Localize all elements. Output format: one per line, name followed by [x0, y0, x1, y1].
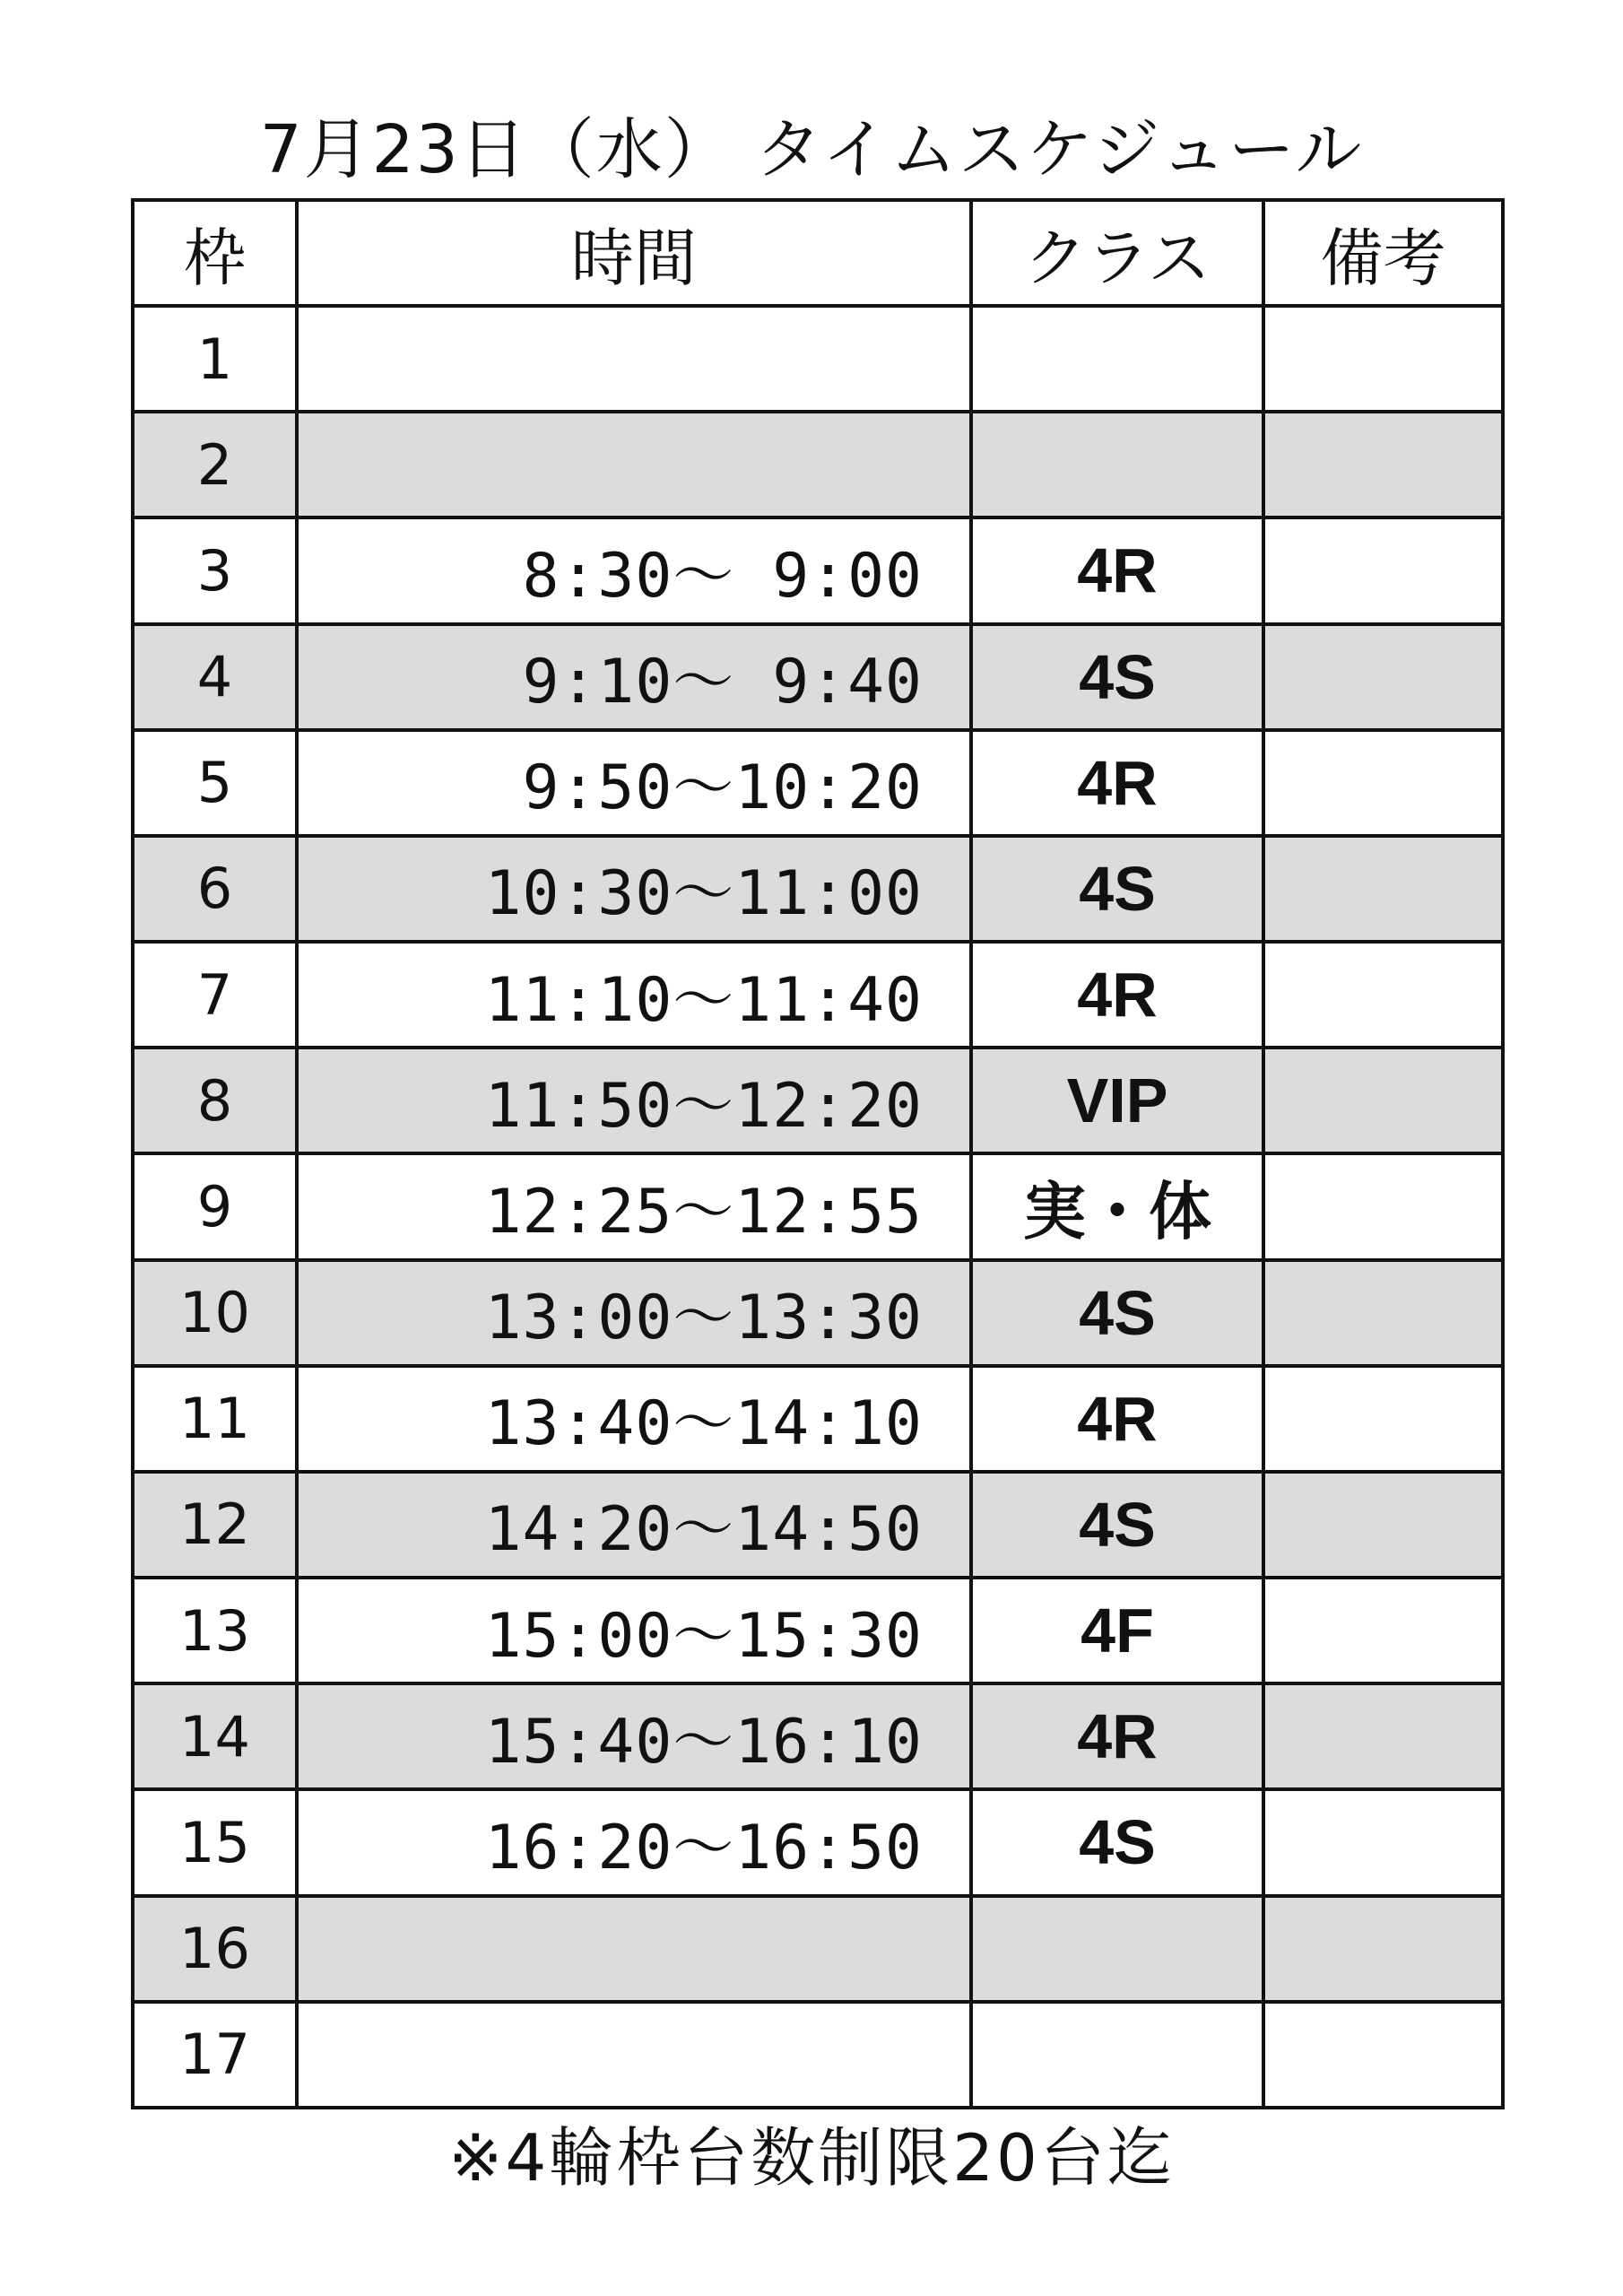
class-cell: 4R: [971, 1366, 1263, 1472]
time-range-cell: [297, 306, 971, 412]
note-cell: [1263, 624, 1503, 730]
schedule-table: [131, 198, 1505, 2109]
table-row: [133, 1789, 1503, 1895]
note-cell: [1263, 412, 1503, 517]
table-row: [133, 1366, 1503, 1472]
slot-number-cell: 16: [133, 1896, 297, 2002]
schedule-body: [133, 306, 1503, 2108]
table-header-row: [133, 200, 1503, 306]
table-row: [133, 517, 1503, 623]
class-cell: 4S: [971, 1472, 1263, 1578]
table-row: [133, 730, 1503, 836]
class-cell: [971, 412, 1263, 517]
table-row: [133, 624, 1503, 730]
class-cell: VIP: [971, 1048, 1263, 1153]
table-row: [133, 412, 1503, 517]
table-row: [133, 1472, 1503, 1578]
slot-number-cell: 14: [133, 1683, 297, 1789]
slot-number-cell: 1: [133, 306, 297, 412]
time-range-cell: 16:20～16:50: [297, 1789, 971, 1895]
header-note: 備考: [1263, 200, 1503, 306]
class-cell: 4S: [971, 1789, 1263, 1895]
footnote: ※4輪枠台数制限20台迄: [448, 2120, 1175, 2196]
time-range-cell: 12:25～12:55: [297, 1153, 971, 1259]
note-cell: [1263, 1366, 1503, 1472]
slot-number-cell: 3: [133, 517, 297, 623]
class-cell: 4S: [971, 1260, 1263, 1366]
note-cell: [1263, 1789, 1503, 1895]
slot-number-cell: 10: [133, 1260, 297, 1366]
slot-number-cell: 15: [133, 1789, 297, 1895]
class-cell: 4S: [971, 624, 1263, 730]
slot-number-cell: 12: [133, 1472, 297, 1578]
slot-number-cell: 5: [133, 730, 297, 836]
header-time: 時間: [297, 200, 971, 306]
time-range-cell: 11:10～11:40: [297, 942, 971, 1048]
note-cell: [1263, 730, 1503, 836]
note-cell: [1263, 1260, 1503, 1366]
note-cell: [1263, 2002, 1503, 2108]
header-class: クラス: [971, 200, 1263, 306]
table-row: [133, 942, 1503, 1048]
time-range-cell: 15:40～16:10: [297, 1683, 971, 1789]
time-range-cell: 9:10～ 9:40: [297, 624, 971, 730]
slot-number-cell: 13: [133, 1578, 297, 1683]
note-cell: [1263, 1153, 1503, 1259]
class-cell: 4S: [971, 836, 1263, 942]
note-cell: [1263, 1472, 1503, 1578]
time-range-cell: 9:50～10:20: [297, 730, 971, 836]
note-cell: [1263, 517, 1503, 623]
class-cell: [971, 1896, 1263, 2002]
note-cell: [1263, 1896, 1503, 2002]
time-range-cell: 13:00～13:30: [297, 1260, 971, 1366]
time-range-cell: [297, 1896, 971, 2002]
table-row: [133, 1683, 1503, 1789]
slot-number-cell: 9: [133, 1153, 297, 1259]
class-cell: [971, 2002, 1263, 2108]
table-row: [133, 1048, 1503, 1153]
class-cell: 4R: [971, 942, 1263, 1048]
time-range-cell: 15:00～15:30: [297, 1578, 971, 1683]
table-row: [133, 2002, 1503, 2108]
table-row: [133, 1578, 1503, 1683]
time-range-cell: 8:30～ 9:00: [297, 517, 971, 623]
table-row: [133, 1260, 1503, 1366]
slot-number-cell: 8: [133, 1048, 297, 1153]
time-range-cell: [297, 2002, 971, 2108]
time-range-cell: 13:40～14:10: [297, 1366, 971, 1472]
note-cell: [1263, 836, 1503, 942]
slot-number-cell: 4: [133, 624, 297, 730]
class-cell: 4R: [971, 1683, 1263, 1789]
note-cell: [1263, 1683, 1503, 1789]
time-range-cell: 10:30～11:00: [297, 836, 971, 942]
class-cell: [971, 306, 1263, 412]
slot-number-cell: 2: [133, 412, 297, 517]
class-cell: 実・体: [971, 1153, 1263, 1259]
slot-number-cell: 11: [133, 1366, 297, 1472]
time-range-cell: 11:50～12:20: [297, 1048, 971, 1153]
table-row: [133, 836, 1503, 942]
slot-number-cell: 7: [133, 942, 297, 1048]
note-cell: [1263, 1048, 1503, 1153]
time-range-cell: 14:20～14:50: [297, 1472, 971, 1578]
table-row: [133, 306, 1503, 412]
class-cell: 4F: [971, 1578, 1263, 1683]
table-row: [133, 1896, 1503, 2002]
table-row: [133, 1153, 1503, 1259]
class-cell: 4R: [971, 517, 1263, 623]
class-cell: 4R: [971, 730, 1263, 836]
page-title: 7月23日（水） タイムスケジュール: [259, 111, 1364, 188]
note-cell: [1263, 1578, 1503, 1683]
slot-number-cell: 6: [133, 836, 297, 942]
note-cell: [1263, 306, 1503, 412]
header-slot: 枠: [133, 200, 297, 306]
slot-number-cell: 17: [133, 2002, 297, 2108]
time-range-cell: [297, 412, 971, 517]
note-cell: [1263, 942, 1503, 1048]
